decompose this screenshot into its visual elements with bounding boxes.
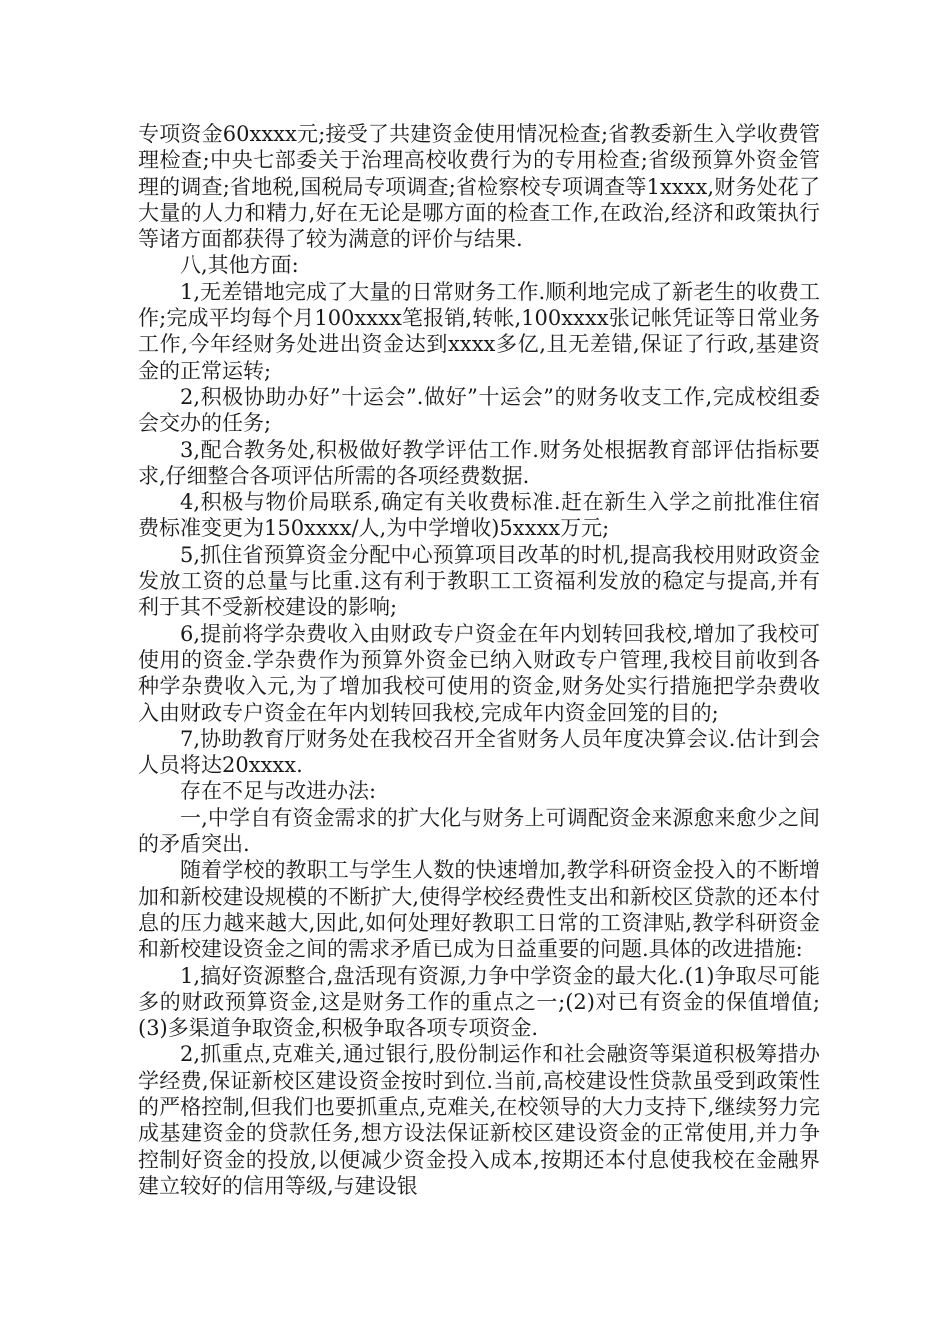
paragraph-item-3: 3,配合教务处,积极做好教学评估工作.财务处根据教育部评估指标要求,仔细整合各项评估所需的各项经费数据. (138, 437, 820, 488)
section-heading-shortcomings: 存在不足与改进办法: (180, 779, 377, 804)
paragraph-item-7: 7,协助教育厅财务处在我校召开全省财务人员年度决算会议.估计到会人员将达20xxxx. (138, 726, 820, 778)
paragraph-item-4: 4,积极与物价局联系,确定有关收费标准.赶在新生入学之前批准住宿费标准变更为150xxxx/人,为中学增收)5xxxx万元; (138, 490, 820, 541)
document-body (138, 121, 820, 1199)
paragraph-measure-2: 2,抓重点,克难关,通过银行,股份制运作和社会融资等渠道积极筹措办学经费,保证新校区建设资金按时到位.当前,高校建设性贷款虽受到政策性的严格控制,但我们也要抓重点,克难关,在校领导的大力支持下,继续努力完成基建资金的贷款任务,想方设法保证新校区建设资金的正常使用,并力争控制好资金的投放,以便减少资金投入成本,按期还本付息使我校在金融界建立较好的信用等级,与建设银 (138, 1042, 820, 1198)
paragraph-continued: 专项资金60xxxx元;接受了共建资金使用情况检查;省教委新生入学收费管理检查;中央七部委关于治理高校收费行为的专用检查;省级预算外资金管理的调查;省地税,国税局专项调查;省检察校专项调查等1xxxx,财务处花了大量的人力和精力,好在无论是哪方面的检查工作,在政治,经济和政策执行等诸方面都获得了较为满意的评价与结果. (138, 122, 820, 252)
section-heading-other-aspects: 八,其他方面: (180, 253, 299, 278)
paragraph-background: 随着学校的教职工与学生人数的快速增加,教学科研资金投入的不断增加和新校建设规模的不断扩大,使得学校经费性支出和新校区贷款的还本付息的压力越来越大,因此,如何处理好教职工日常的工资津贴,教学科研资金和新校建设资金之间的需求矛盾已成为日益重要的问题.具体的改进措施: (138, 858, 820, 962)
paragraph-item-5: 5,抓住省预算资金分配中心预算项目改革的时机,提高我校用财政资金发放工资的总量与比重.这有利于教职工工资福利发放的稳定与提高,并有利于其不受新校建设的影响; (138, 542, 820, 620)
paragraph-item-2: 2,积极协助办好”十运会”.做好”十运会”的财务收支工作,完成校组委会交办的任务; (138, 384, 820, 436)
paragraph-item-6: 6,提前将学杂费收入由财政专户资金在年内划转回我校,增加了我校可使用的资金.学杂费作为预算外资金已纳入财政专户管理,我校目前收到各种学杂费收入元,为了增加我校可使用的资金,财务处实行措施把学杂费收入由财政专户资金在年内划转回我校,完成年内资金回笼的目的; (138, 621, 820, 725)
paragraph-item-1: 1,无差错地完成了大量的日常财务工作.顺利地完成了新老生的收费工作;完成平均每个月100xxxx笔报销,转帐,100xxxx张记帐凭证等日常业务工作,今年经财务处进出资金达到xxxx多亿,且无差错,保证了行政,基建资金的正常运转; (138, 279, 820, 383)
paragraph-problem-1: 一,中学自有资金需求的扩大化与财务上可调配资金来源愈来愈少之间的矛盾突出. (138, 805, 820, 857)
paragraph-measure-1: 1,搞好资源整合,盘活现有资源,力争中学资金的最大化.(1)争取尽可能多的财政预算资金,这是财务工作的重点之一;(2)对已有资金的保值增值;(3)多渠道争取资金,积极争取各项专项资金. (138, 963, 820, 1041)
